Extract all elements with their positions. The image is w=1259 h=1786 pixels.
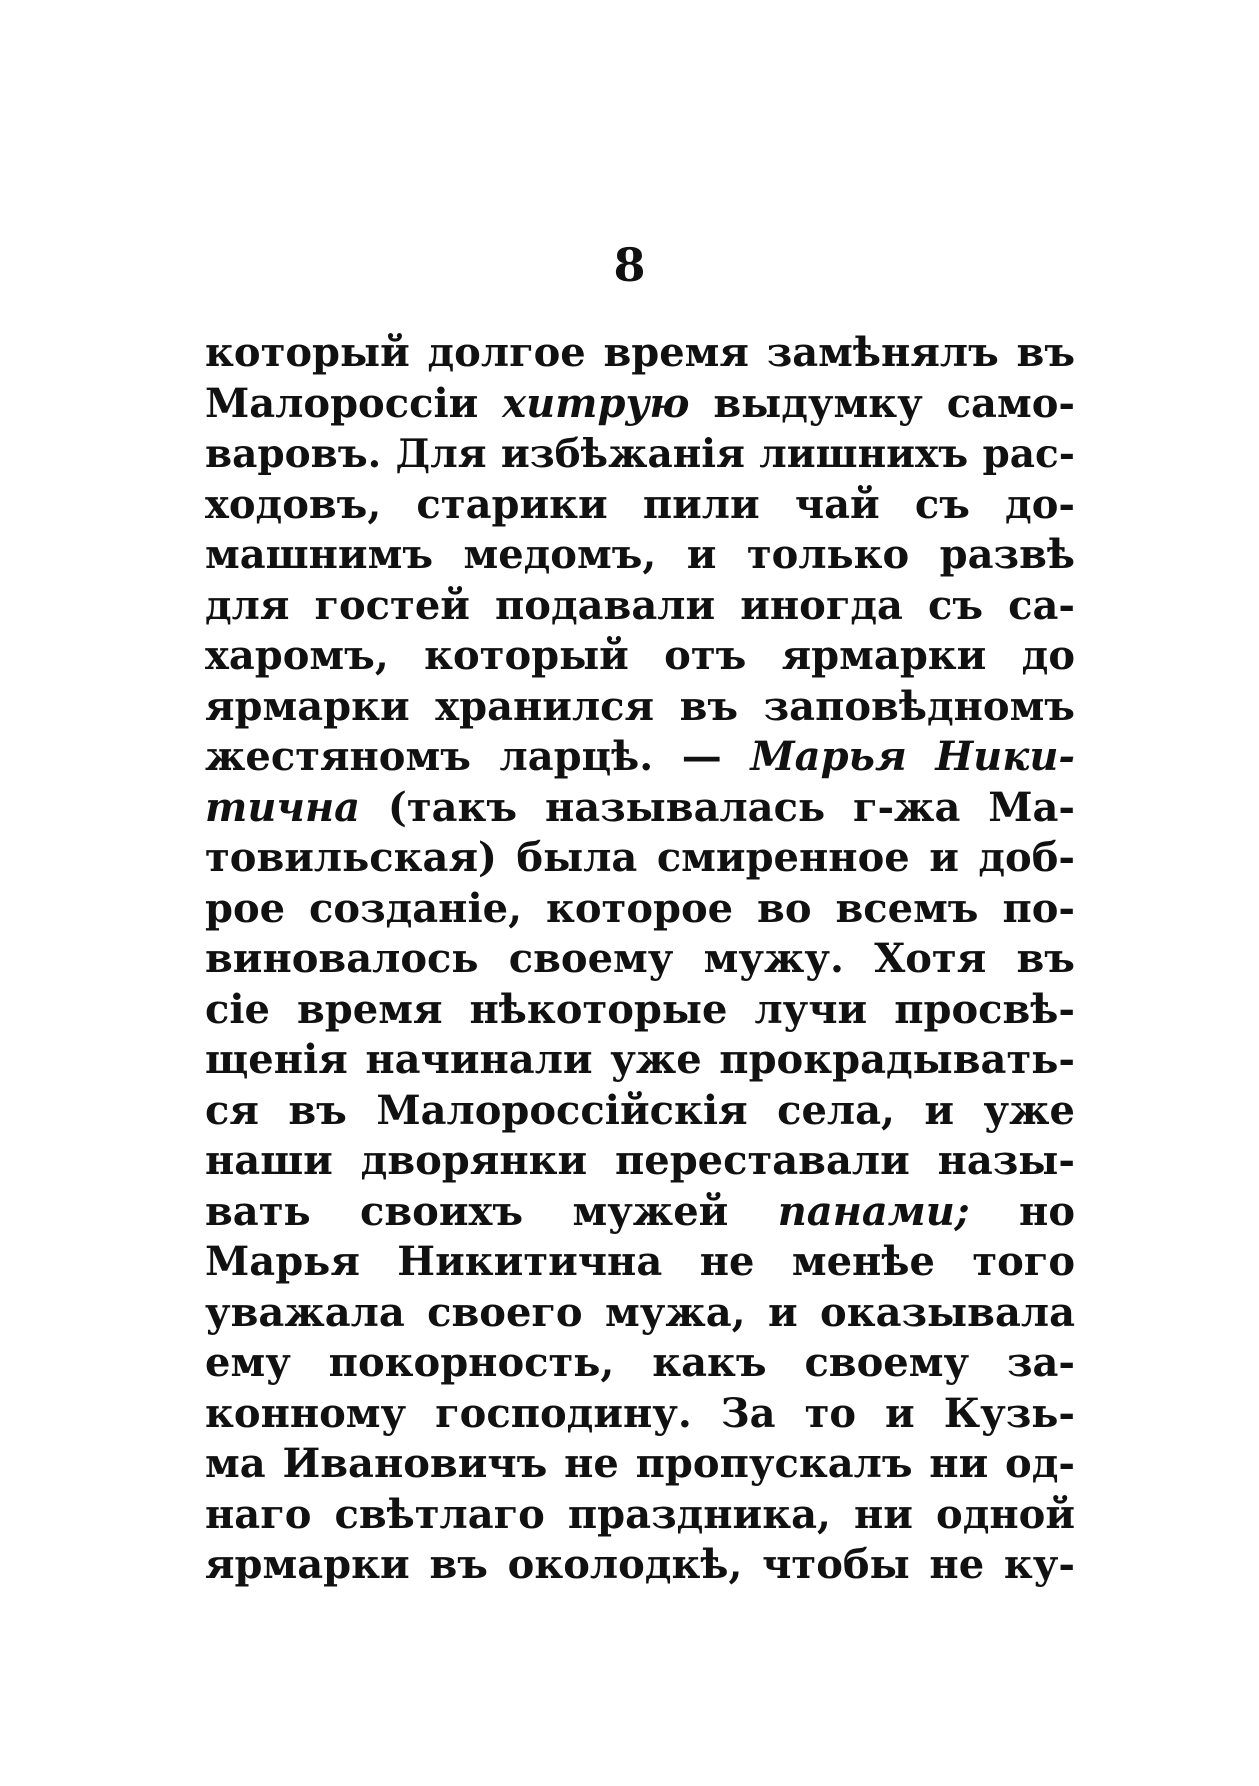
- text-segment: виновалось своему мужу. Хотя въ: [205, 935, 1075, 982]
- italic-text: хитрую: [502, 379, 690, 427]
- text-segment: щенія начинали уже прокрадывать-: [205, 1036, 1075, 1083]
- text-line: [205, 328, 1075, 379]
- text-line: [205, 833, 1075, 884]
- text-line: [205, 682, 1075, 733]
- text-segment: Марья Никитична не менѣе того: [205, 1238, 1075, 1285]
- text-line: [205, 1490, 1075, 1541]
- text-segment: наго свѣтлаго праздника, ни одной: [205, 1490, 1075, 1538]
- italic-text: панами;: [777, 1187, 970, 1235]
- text-segment: но: [969, 1187, 1075, 1235]
- text-segment: товильская) была смиренное и доб-: [205, 834, 1075, 881]
- text-segment: машнимъ медомъ, и только развѣ: [205, 531, 1075, 578]
- text-segment: харомъ, который отъ ярмарки до: [205, 632, 1075, 679]
- text-line: [205, 631, 1075, 682]
- text-line: [205, 1086, 1075, 1137]
- page-number: 8: [613, 238, 646, 292]
- text-line: [205, 1389, 1075, 1440]
- text-segment: ярмарки хранился въ заповѣдномъ: [205, 682, 1075, 730]
- text-segment: варовъ. Для избѣжанія лишнихъ рас-: [205, 431, 1075, 477]
- text-segment: который долгое время замѣнялъ въ: [205, 329, 1075, 376]
- text-line: [205, 1136, 1075, 1187]
- italic-text: Марья Ники-: [750, 733, 1075, 780]
- text-segment: вать своихъ мужей: [205, 1187, 778, 1235]
- text-line: [205, 1540, 1075, 1591]
- text-segment: ярмарки въ околодкѣ, чтобы не ку-: [205, 1541, 1075, 1588]
- text-segment: конному господину. За то и Кузь-: [205, 1389, 1075, 1437]
- text-segment: ся въ Малороссійскія села, и уже: [205, 1086, 1075, 1134]
- body-text: [205, 328, 1075, 1591]
- text-line: [205, 379, 1075, 430]
- text-line: [205, 732, 1075, 783]
- italic-text: тична: [205, 783, 361, 831]
- text-line: [205, 1338, 1075, 1389]
- text-segment: (такъ называлась г-жа Ма-: [360, 783, 1075, 831]
- text-segment: уважала своего мужа, и оказывала: [205, 1288, 1075, 1336]
- text-line: [205, 1237, 1075, 1288]
- text-segment: ему покорность, какъ своему за-: [205, 1339, 1075, 1386]
- text-line: [205, 783, 1075, 834]
- text-line: [205, 884, 1075, 935]
- text-segment: наши дворянки переставали назы-: [205, 1137, 1075, 1184]
- text-segment: рое созданіе, которое во всемъ по-: [205, 884, 1075, 932]
- text-segment: выдумку само-: [689, 379, 1075, 427]
- text-segment: Малороссіи: [205, 379, 503, 427]
- text-segment: жестяномъ ларцѣ. —: [205, 733, 751, 780]
- text-line: [205, 1288, 1075, 1339]
- text-line: [205, 480, 1075, 531]
- text-line: [205, 1439, 1075, 1490]
- text-line: [205, 429, 1075, 480]
- text-line: [205, 934, 1075, 985]
- text-line: [205, 985, 1075, 1036]
- text-segment: для гостей подавали иногда съ са-: [205, 581, 1075, 629]
- text-line: [205, 530, 1075, 581]
- text-segment: ходовъ, старики пили чай съ до-: [205, 480, 1075, 528]
- text-segment: ма Ивановичъ не пропускалъ ни од-: [205, 1440, 1075, 1487]
- text-segment: сіе время нѣкоторые лучи просвѣ-: [205, 985, 1075, 1033]
- text-line: [205, 581, 1075, 632]
- text-line: [205, 1187, 1075, 1238]
- text-line: [205, 1035, 1075, 1086]
